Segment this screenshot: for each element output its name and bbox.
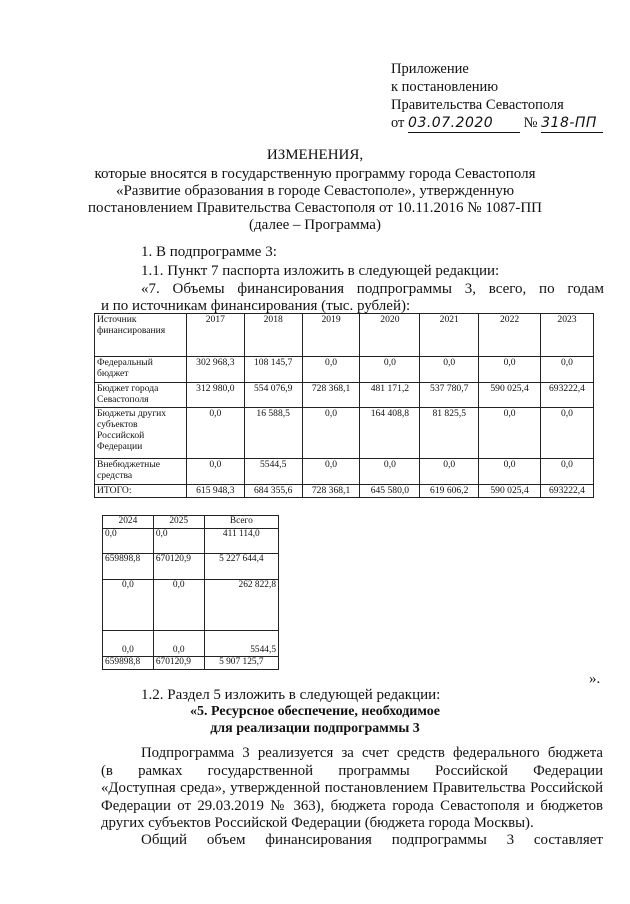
title-line3: постановлением Правительства Севастополя от 10.11.2016 № 1087-ПП [88,200,542,216]
cell-value: 81 825,5 [420,408,479,459]
cell-value: 262 822,8 [204,580,278,631]
cell-value: 0,0 [360,459,420,485]
header-year: 2021 [420,314,479,357]
appendix-line1: Приложение [391,61,469,77]
cell-value: 411 114,0 [204,529,278,554]
cell-value: 0,0 [153,631,204,657]
table-row [103,554,279,580]
header-year: 2017 [186,314,244,357]
cell-value: 615 948,3 [186,485,244,498]
row-label: Бюджеты других субъектов Российской Федерации [95,408,187,459]
cell-value: 693222,4 [540,383,593,408]
number-value: 318-ПП [541,115,597,131]
funding-table-continued [102,515,279,670]
cell-value: 645 580,0 [360,485,420,498]
funding-table-main [94,313,594,498]
title-line4: (далее – Программа) [249,217,381,233]
header-total: Всего [204,516,278,529]
appendix-line2: к постановлению [391,79,499,95]
table-total-row [103,657,279,670]
cell-value: 5 907 125,7 [204,657,278,670]
cell-value: 0,0 [540,408,593,459]
item-7-line2: и по источникам финансирования (тыс. рублей): [101,298,411,314]
closing-quote: ». [589,671,601,687]
cell-value: 0,0 [540,459,593,485]
number-field [541,114,603,133]
row-label: ИТОГО: [95,485,187,498]
cell-value: 670120,9 [153,657,204,670]
section-heading-line2: для реализации подпрограммы 3 [210,721,420,736]
title-line2: «Развитие образования в городе Севастополе», утвержденную [115,183,515,199]
paragraph-line: (в рамках государственной программы Российской Федерации [101,762,603,779]
cell-value: 16 588,5 [244,408,302,459]
cell-value: 537 780,7 [420,383,479,408]
table-row [95,408,594,459]
cell-value: 554 076,9 [244,383,302,408]
cell-value: 0,0 [103,631,154,657]
cell-value: 693222,4 [540,485,593,498]
cell-value: 684 355,6 [244,485,302,498]
paragraph-line: Подпрограмма 3 реализуется за счет средств федерального бюджета [141,745,603,761]
cell-value: 302 968,3 [186,357,244,383]
date-field [408,114,520,133]
cell-value: 0,0 [479,408,541,459]
paragraph-line: Федерации от 29.03.2019 № 363), бюджета города Севастополя и бюджетов [101,797,603,814]
cell-value: 728 368,1 [302,383,360,408]
header-year: 2025 [153,516,204,529]
word: Общий [141,832,188,848]
cell-value: 0,0 [103,529,154,554]
cell-value: 0,0 [153,580,204,631]
item-1-1: 1.1. Пункт 7 паспорта изложить в следующей редакции: [141,263,500,279]
cell-value: 670120,9 [153,554,204,580]
cell-value: 590 025,4 [479,383,541,408]
paragraph-last-line [141,832,603,849]
cell-value: 5 227 644,4 [204,554,278,580]
item-7-line1: «7. Объемы финансирования подпрограммы 3, всего, по годам [141,281,604,297]
cell-value: 5544,5 [204,631,278,657]
cell-value: 0,0 [186,408,244,459]
date-value: 03.07.2020 [408,115,494,131]
cell-value: 0,0 [186,459,244,485]
header-year: 2024 [103,516,154,529]
row-label: Федеральный бюджет [95,357,187,383]
cell-value: 0,0 [302,459,360,485]
cell-value: 0,0 [302,357,360,383]
word: подпрограммы [391,832,487,848]
cell-value: 728 368,1 [302,485,360,498]
table-row [103,529,279,554]
cell-value: 0,0 [302,408,360,459]
table-header-row [95,314,594,357]
appendix-block [391,60,603,133]
table-row [95,459,594,485]
header-year: 2018 [244,314,302,357]
cell-value: 0,0 [103,580,154,631]
table-total-row [95,485,594,498]
title-line1: которые вносятся в государственную программу города Севастополя [94,166,536,182]
cell-value: 108 145,7 [244,357,302,383]
word: объем [206,832,246,848]
cell-value: 659898,8 [103,554,154,580]
appendix-line3: Правительства Севастополя [391,97,564,113]
cell-value: 0,0 [360,357,420,383]
table-header-row [103,516,279,529]
header-year: 2023 [540,314,593,357]
section-heading-line1: «5. Ресурсное обеспечение, необходимое [190,704,440,719]
header-year: 2019 [302,314,360,357]
word: финансирования [265,832,372,848]
cell-value: 0,0 [153,529,204,554]
from-label: от [391,115,405,131]
row-label: Бюджет города Севастополя [95,383,187,408]
table-row [103,580,279,631]
header-year: 2020 [360,314,420,357]
cell-value: 5544,5 [244,459,302,485]
item-1: 1. В подпрограмме 3: [141,244,277,260]
paragraph-line: «Доступная среда», утвержденной постановлением Правительства Российской [101,780,603,796]
cell-value: 0,0 [540,357,593,383]
row-label: Внебюджетные средства [95,459,187,485]
header-year: 2022 [479,314,541,357]
cell-value: 0,0 [420,357,479,383]
word: составляет [533,832,603,848]
appendix-date-line [391,114,603,133]
cell-value: 0,0 [479,357,541,383]
cell-value: 590 025,4 [479,485,541,498]
body-paragraph [101,745,603,833]
cell-value: 0,0 [479,459,541,485]
cell-value: 619 606,2 [420,485,479,498]
item-1-2: 1.2. Раздел 5 изложить в следующей редакции: [141,687,441,703]
cell-value: 0,0 [420,459,479,485]
header-source: Источник финансирования [95,314,187,357]
number-label: № [523,115,538,131]
document-heading: ИЗМЕНЕНИЯ, [266,147,364,163]
table-row [103,631,279,657]
cell-value: 312 980,0 [186,383,244,408]
word: 3 [506,832,515,848]
table-row [95,357,594,383]
cell-value: 164 408,8 [360,408,420,459]
paragraph-line: других субъектов Российской Федерации (бюджета города Москвы). [101,815,534,831]
cell-value: 659898,8 [103,657,154,670]
table-row [95,383,594,408]
cell-value: 481 171,2 [360,383,420,408]
